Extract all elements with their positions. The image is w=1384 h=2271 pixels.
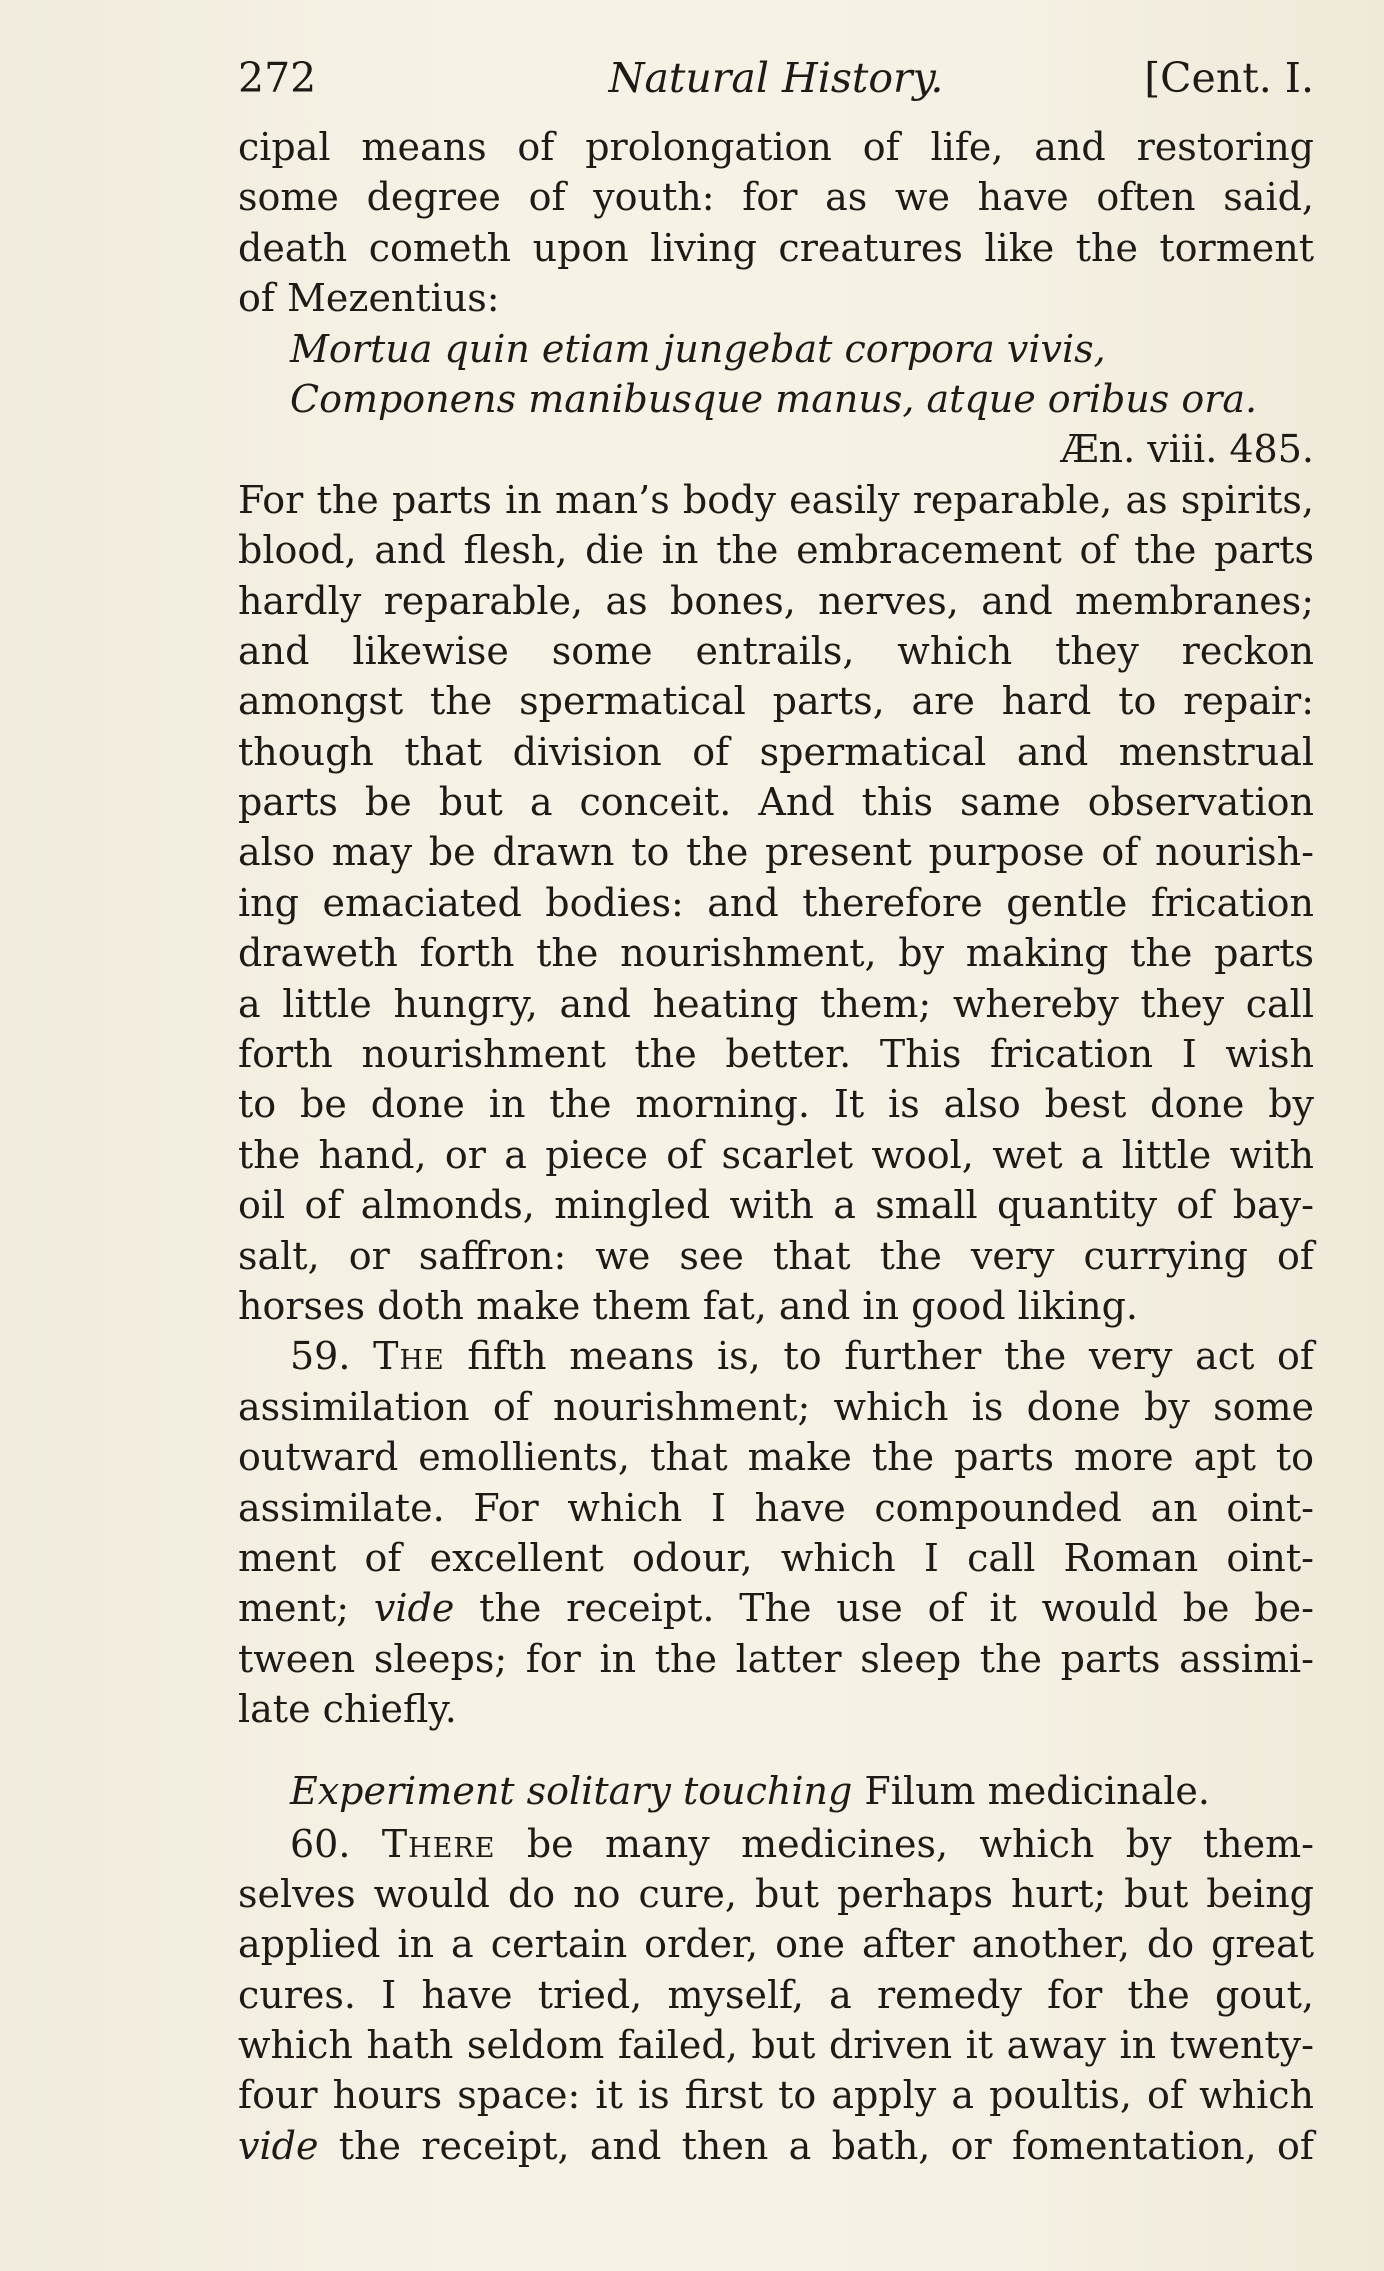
text-line: parts be but a conceit. And this same observation (238, 780, 1314, 825)
text-line: to be done in the morning. It is also best done by (238, 1082, 1314, 1127)
text-line: salt, or saffron: we see that the very currying of (238, 1233, 1314, 1278)
heading-roman-part: Filum medicinale. (864, 1768, 1210, 1813)
text-line: selves would do no cure, but perhaps hurt; but being (238, 1871, 1314, 1916)
text-line: a little hungry, and heating them; whereby they call (238, 981, 1314, 1026)
page-body (238, 122, 1314, 2171)
verse-line: Componens manibusque manus, atque oribus ora. (290, 376, 1258, 421)
text-line: tween sleeps; for in the latter sleep the parts assimi- (238, 1636, 1314, 1681)
text-fragment: be many medicines, which by them- (526, 1821, 1314, 1866)
heading-italic-part: Experiment solitary touching (290, 1768, 853, 1813)
text-line: blood, and flesh, die in the embracement of the parts (238, 528, 1314, 573)
text-line: outward emollients, that make the parts more apt to (238, 1435, 1314, 1480)
italic-word: vide (373, 1586, 455, 1631)
text-line: which hath seldom failed, but driven it away in twenty- (238, 2023, 1314, 2068)
text-line: horses doth make them fat, and in good liking. (238, 1283, 1138, 1328)
running-title: Natural History. (608, 54, 944, 102)
paragraph-lead-word: The (373, 1334, 445, 1379)
paragraph-lead-word: There (381, 1821, 496, 1866)
paragraph-59-first-line (238, 1331, 1314, 1381)
section-heading (238, 1763, 1314, 1819)
text-line: ment of excellent odour, which I call Roman oint- (238, 1535, 1314, 1580)
text-line: assimilate. For which I have compounded an oint- (238, 1485, 1314, 1530)
text-line: ing emaciated bodies: and therefore gentle frication (238, 880, 1314, 925)
text-line-with-italic (238, 2121, 1314, 2171)
section-gap (238, 1735, 1314, 1763)
text-fragment: ment; (238, 1586, 350, 1631)
paragraph-number: 59. (290, 1334, 351, 1379)
text-line: cipal means of prolongation of life, and restoring (238, 125, 1314, 169)
text-line-with-italic (238, 1583, 1314, 1633)
text-line: death cometh upon living creatures like the torment (238, 225, 1314, 270)
text-line: and likewise some entrails, which they reckon (238, 628, 1314, 673)
text-line: four hours space: it is first to apply a poultis, of which (238, 2073, 1314, 2118)
text-line: applied in a certain order, one after another, do great (238, 1922, 1314, 1967)
text-line: of Mezentius: (238, 276, 500, 321)
text-line: oil of almonds, mingled with a small quantity of bay- (238, 1183, 1314, 1228)
paragraph-60-first-line (238, 1819, 1314, 1869)
text-line: assimilation of nourishment; which is done by some (238, 1384, 1314, 1429)
text-line: cures. I have tried, myself, a remedy for the gout, (238, 1972, 1314, 2017)
text-line: also may be drawn to the present purpose of nourish- (238, 830, 1314, 875)
text-fragment: the receipt. The use of it would be be- (479, 1586, 1314, 1631)
verse-line: Mortua quin etiam jungebat corpora vivis, (290, 326, 1106, 371)
text-fragment: the receipt, and then a bath, or fomentation, of (338, 2123, 1314, 2168)
text-line: some degree of youth: for as we have often said, (238, 175, 1314, 220)
text-line: the hand, or a piece of scarlet wool, wet a little with (238, 1132, 1314, 1177)
verse-citation: Æn. viii. 485. (1060, 427, 1314, 472)
text-fragment: fifth means is, to further the very act of (467, 1334, 1314, 1379)
text-line: though that division of spermatical and menstrual (238, 729, 1314, 774)
text-line: late chiefly. (238, 1687, 457, 1732)
text-line: amongst the spermatical parts, are hard to repair: (238, 679, 1314, 724)
running-header (238, 48, 1314, 108)
text-line: For the parts in man’s body easily reparable, as spirits, (238, 477, 1314, 522)
italic-word: vide (238, 2123, 319, 2168)
section-marker: [Cent. I. (1144, 54, 1314, 102)
page-number: 272 (238, 54, 317, 102)
text-line: draweth forth the nourishment, by making the parts (238, 931, 1314, 976)
text-line: hardly reparable, as bones, nerves, and membranes; (238, 578, 1314, 623)
paragraph-number: 60. (290, 1821, 351, 1866)
text-line: forth nourishment the better. This frication I wish (238, 1032, 1314, 1077)
